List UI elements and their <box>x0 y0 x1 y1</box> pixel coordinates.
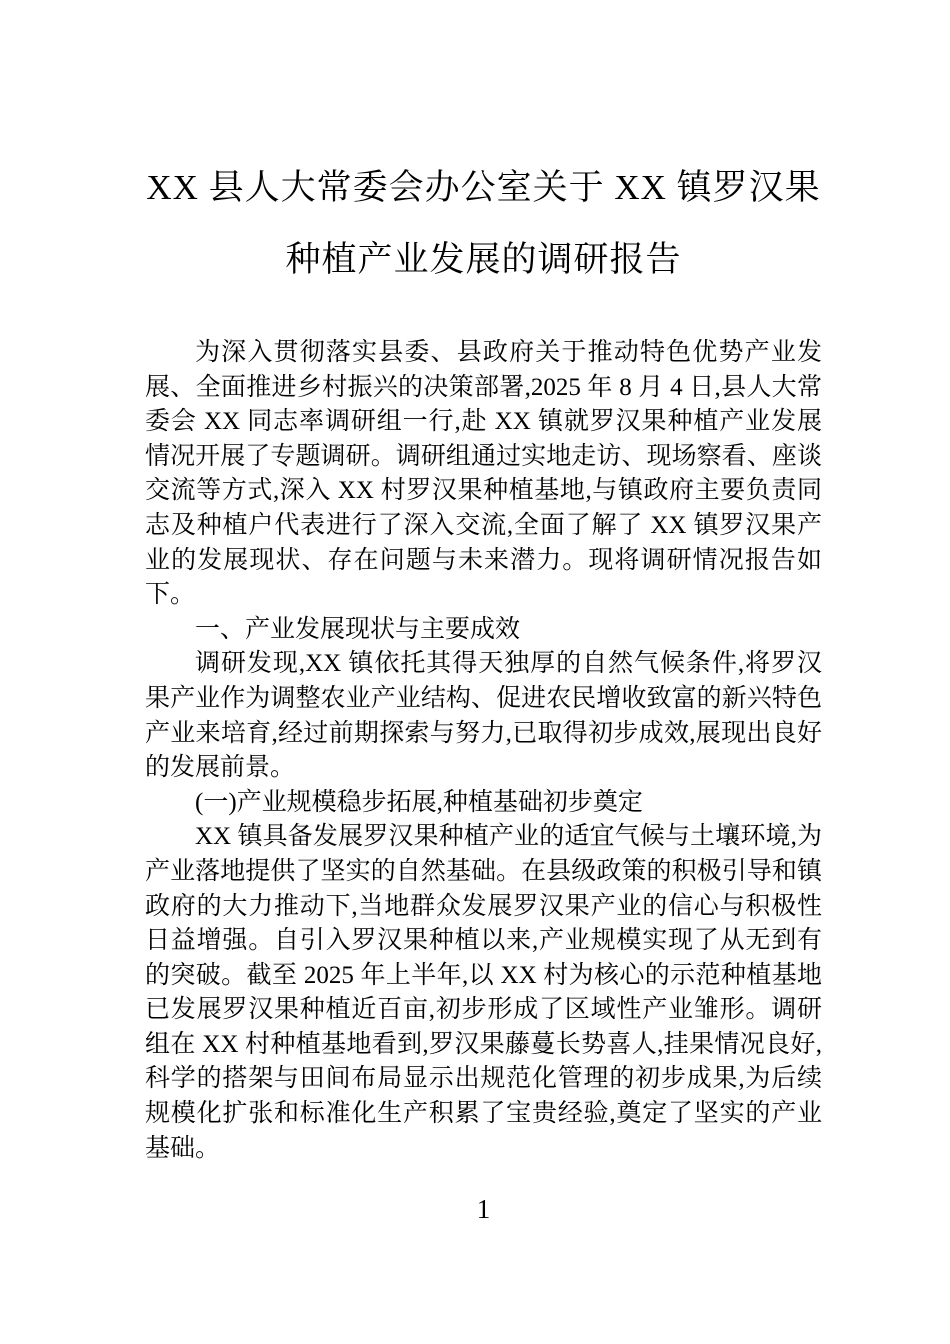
page-number: 1 <box>476 1194 491 1225</box>
title-line-1: XX 县人大常委会办公室关于 XX 镇罗汉果 <box>146 168 821 207</box>
paragraph-intro: 为深入贯彻落实县委、县政府关于推动特色优势产业发展、全面推进乡村振兴的决策部署,2025 年 8 月 4 日,县人大常委会 XX 同志率调研组一行,赴 XX 镇就罗汉果种植产业发展情况开展了专题调研。调研组通过实地走访、现场察看、座谈交流等方式,深入 XX 村罗汉果种植基地,与镇政府主要负责同志及种植户代表进行了深入交流,全面了解了 XX 镇罗汉果产业的发展现状、存在问题与未来潜力。现将调研情况报告如下。 <box>145 339 822 609</box>
subsection-heading-1-1: (一)产业规模稳步拓展,种植基础初步奠定 <box>195 788 643 816</box>
title-line-2: 种植产业发展的调研报告 <box>285 240 682 279</box>
document-body <box>145 336 822 1166</box>
page-footer <box>145 1194 822 1224</box>
section-heading-1: 一、产业发展现状与主要成效 <box>195 615 521 643</box>
document-title <box>145 152 822 296</box>
paragraph-industry-status: 调研发现,XX 镇依托其得天独厚的自然气候条件,将罗汉果产业作为调整农业产业结构、促进农民增收致富的新兴特色产业来培育,经过前期探索与努力,已取得初步成效,展现出良好的发展前景。 <box>145 650 822 782</box>
paragraph-scale-foundation: XX 镇具备发展罗汉果种植产业的适宜气候与土壤环境,为产业落地提供了坚实的自然基础。在县级政策的积极引导和镇政府的大力推动下,当地群众发展罗汉果产业的信心与积极性日益增强。自引入罗汉果种植以来,产业规模实现了从无到有的突破。截至 2025 年上半年,以 XX 村为核心的示范种植基地已发展罗汉果种植近百亩,初步形成了区域性产业雏形。调研组在 XX 村种植基地看到,罗汉果藤蔓长势喜人,挂果情况良好,科学的搭架与田间布局显示出规范化管理的初步成果,为后续规模化扩张和标准化生产积累了宝贵经验,奠定了坚实的产业基础。 <box>145 823 822 1162</box>
